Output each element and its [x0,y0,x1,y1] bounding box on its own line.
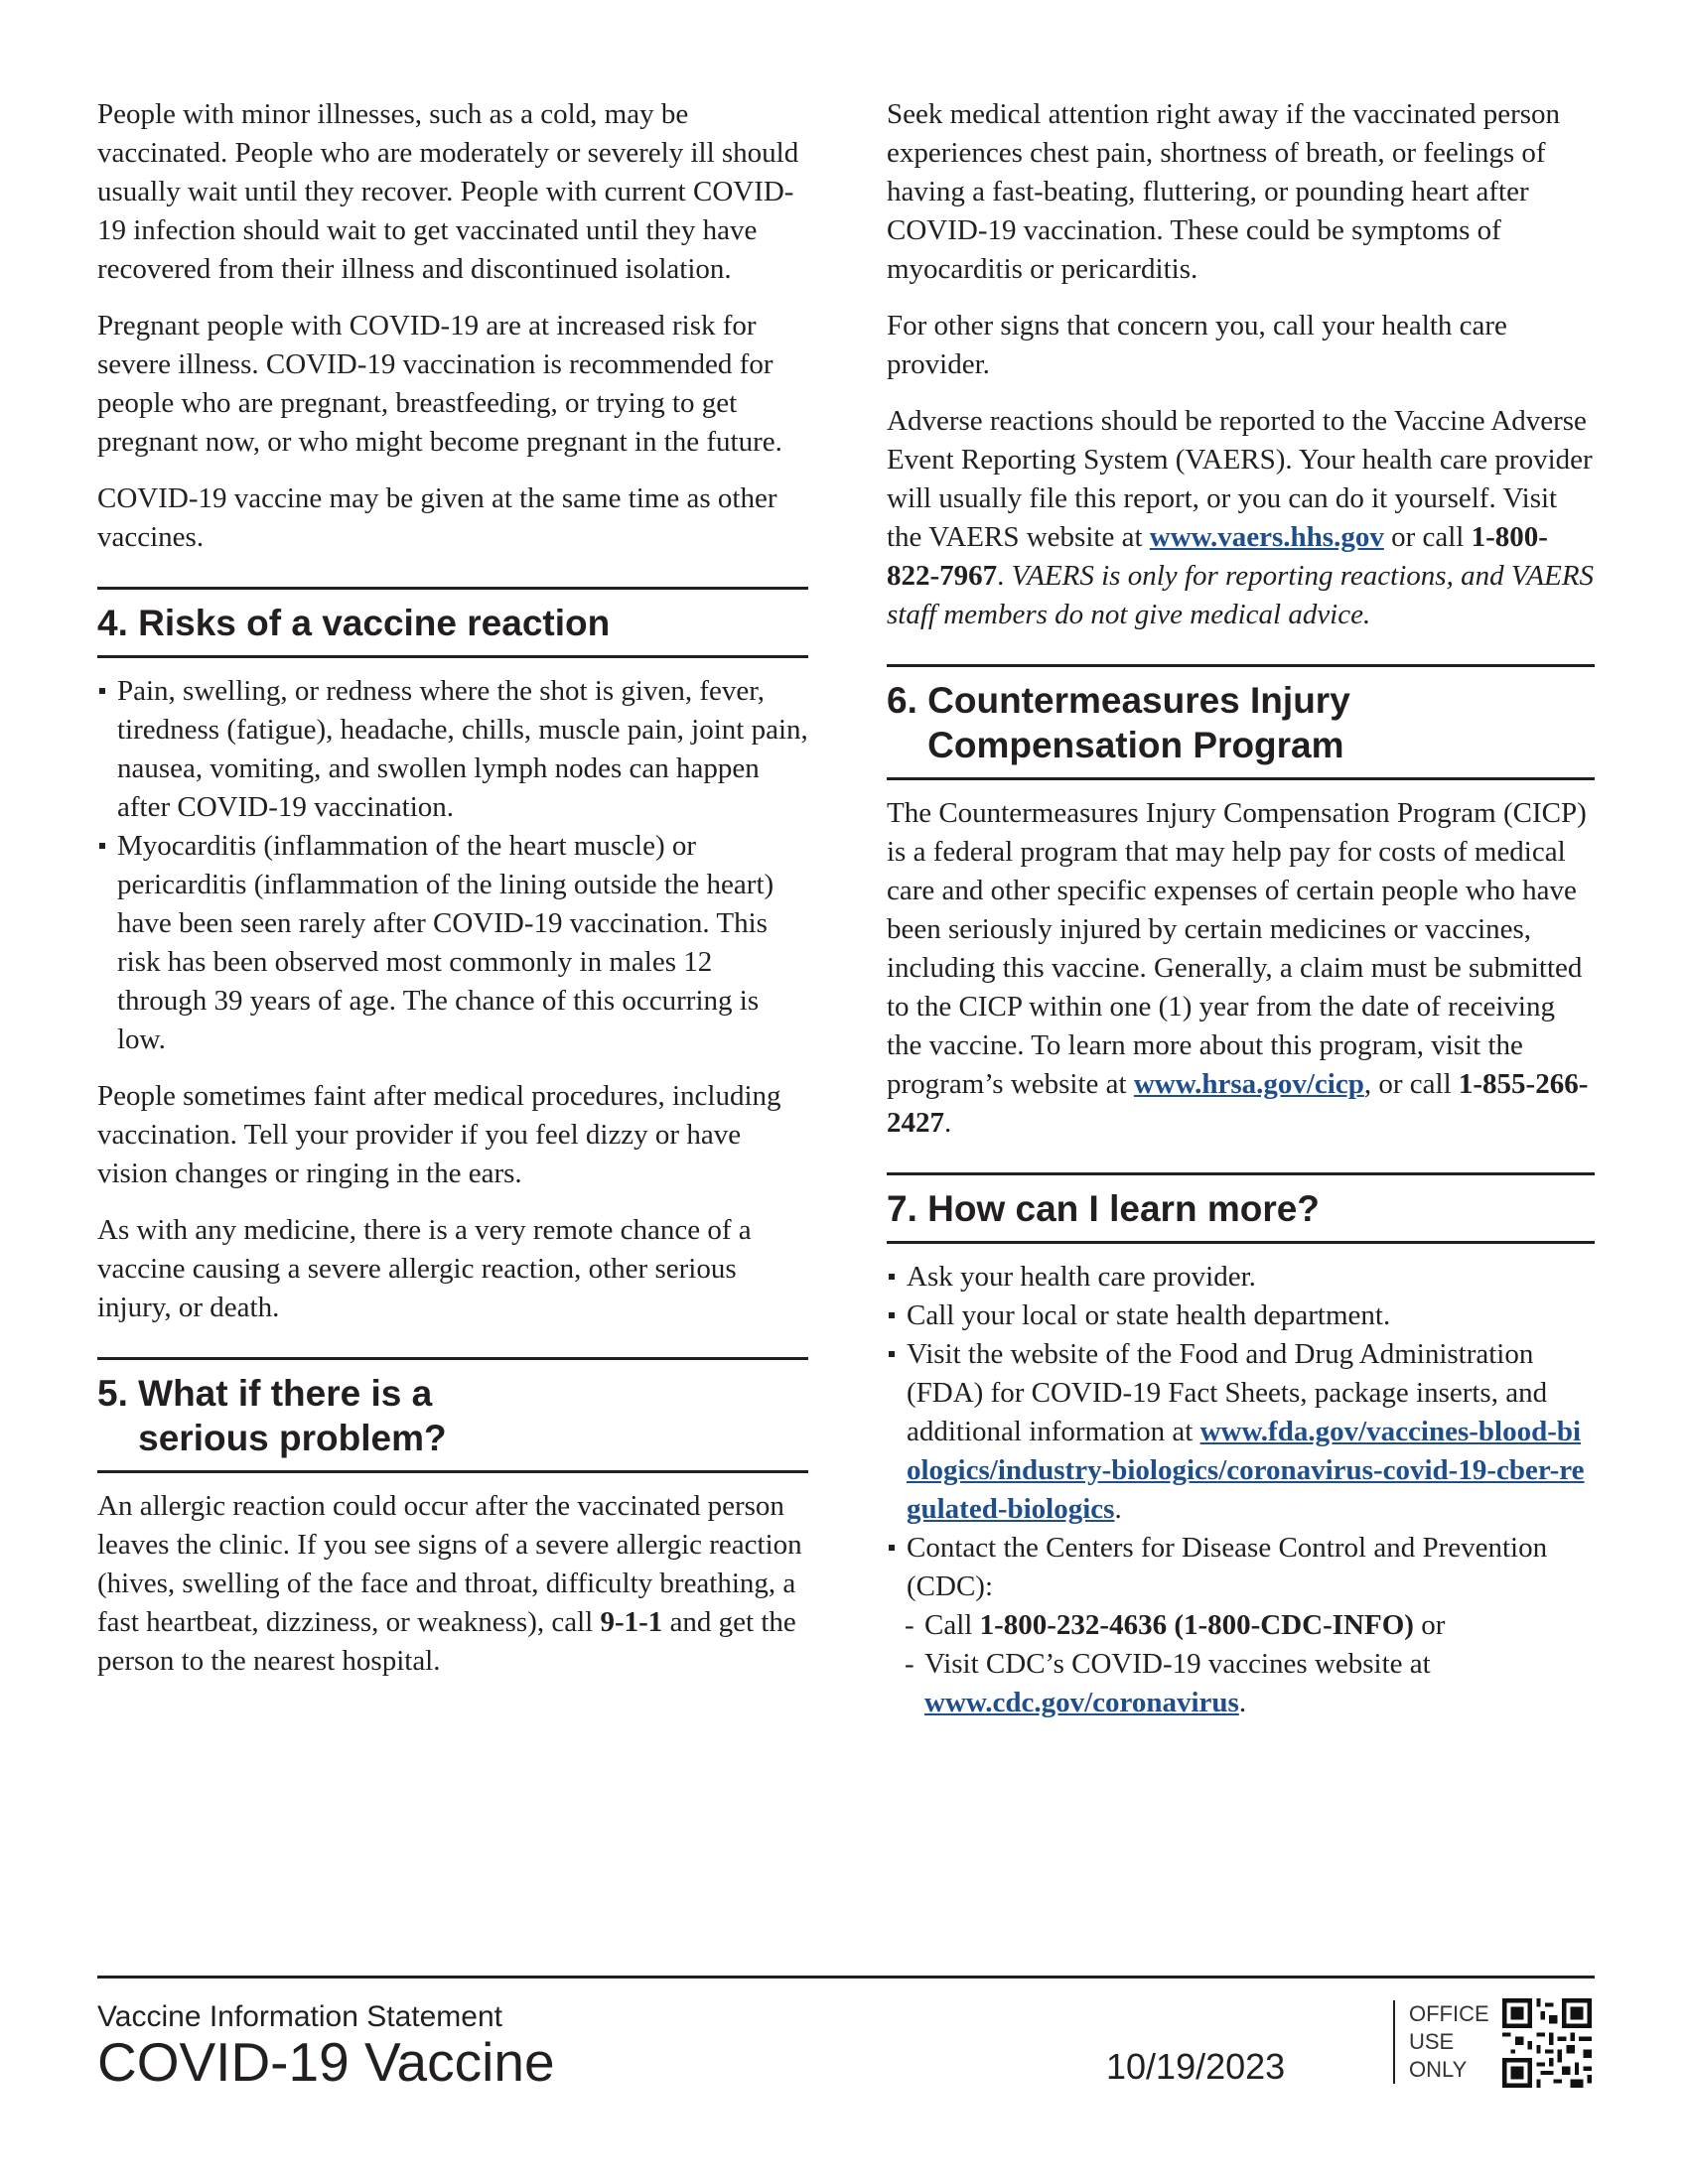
paragraph-vaers: Adverse reactions should be reported to the Vaccine Adverse Event Reporting System (VAERS). Your health care provider will usually file this report, or you can do it yourself. Visit the VAERS website at www.vaers.hhs.gov or call 1-800-822-7967. VAERS is only for reporting reactions, and VAERS staff members do not give medical advice. [887,405,1595,630]
list-item: Call your local or state health department. [887,1297,1595,1335]
list-item: Ask your health care provider. [887,1258,1595,1297]
section-4-number: 4. [97,603,139,643]
section-5-title: What if there is a serious problem? [138,1373,447,1458]
section-5-number: 5. [97,1373,139,1414]
fda-link[interactable]: www.fda.gov/vaccines-blood-biologics/industry-biologics/coronavirus-covid-19-cber-regulated-biologics [907,1416,1585,1525]
vaers-note: VAERS is only for reporting reactions, and VAERS staff members do not give medical advice. [887,560,1595,630]
office-use-only: OFFICE USE ONLY [1393,2000,1489,2084]
footer-label: Vaccine Information Statement [97,2000,502,2033]
section-7-number: 7. [887,1188,928,1229]
paragraph-remote-chance: As with any medicine, there is a very remote chance of a vaccine causing a severe allergic reaction, other serious injury, or death. [97,1214,752,1323]
qr-code-icon [1502,1998,1592,2088]
section-4-title: Risks of a vaccine reaction [138,603,611,643]
paragraph-other-signs: For other signs that concern you, call your health care provider. [887,310,1507,380]
cicp-phone: 1-855-266-2427 [887,1068,1589,1139]
paragraph-same-time: COVID-19 vaccine may be given at the same time as other vaccines. [97,482,777,553]
cdc-link[interactable]: www.cdc.gov/coronavirus [924,1687,1239,1718]
paragraph-seek-attention: Seek medical attention right away if the vaccinated person experiences chest pain, shortness of breath, or feelings of having a fast-beating, fluttering, or pounding heart after COVID-19 vaccination. These could be symptoms of myocarditis or pericarditis. [887,98,1561,285]
paragraph-faint: People sometimes faint after medical procedures, including vaccination. Tell your provider if you feel dizzy or have vision changes or ringing in the ears. [97,1080,781,1189]
vaers-phone: 1-800-822-7967 [887,521,1548,592]
section-6-title: Countermeasures Injury Compensation Program [927,680,1350,765]
section-6-number: 6. [887,680,928,721]
left-column [97,95,808,1699]
section-7-heading [887,1172,1595,1244]
section-6 [887,664,1595,1143]
section-4-heading [97,587,808,658]
vaers-link[interactable]: www.vaers.hhs.gov [1149,521,1384,553]
section-7 [887,1172,1595,1722]
cdc-sub-list [887,1606,1595,1722]
emergency-number: 9-1-1 [600,1606,663,1638]
list-item: Pain, swelling, or redness where the shot is given, fever, tiredness (fatigue), headache, chills, muscle pain, joint pain, nausea, vomiting, and swollen lymph nodes can happen after COVID-19 vaccination. [97,672,808,827]
section-5 [97,1357,808,1681]
paragraph-cicp: The Countermeasures Injury Compensation Program (CICP) is a federal program that may help pay for costs of medical care and other specific expenses of certain people who have been seriously injured by certain medicines or vaccines, including this vaccine. Generally, a claim must be submitted to the CICP within one (1) year from the date of receiving the vaccine. To learn more about this program, visit the program’s website at www.hrsa.gov/cicp, or call 1-855-266-2427. [887,797,1589,1139]
footer-title: COVID-19 Vaccine [97,2031,555,2093]
section-7-title: How can I learn more? [927,1188,1320,1229]
paragraph-minor-illness: People with minor illnesses, such as a cold, may be vaccinated. People who are moderately or severely ill should usually wait until they recover. People with current COVID-19 infection should wait to get vaccinated until they have recovered from their illness and discontinued isolation. [97,98,799,285]
cdc-phone: 1-800-232-4636 (1-800-CDC-INFO) [979,1609,1414,1641]
section-4 [97,587,808,1327]
risk-list [97,672,808,1059]
right-column [887,95,1595,1740]
footer [97,1976,1595,2098]
paragraph-pregnancy: Pregnant people with COVID-19 are at increased risk for severe illness. COVID-19 vaccination is recommended for people who are pregnant, breastfeeding, or trying to get pregnant now, or who might become pregnant in the future. [97,310,782,458]
paragraph-allergic-reaction: An allergic reaction could occur after the vaccinated person leaves the clinic. If you see signs of a severe allergic reaction (hives, swelling of the face and throat, difficulty breathing, a fast heartbeat, dizziness, or weakness), call 9-1-1 and get the person to the nearest hospital. [97,1490,802,1677]
section-6-heading [887,664,1595,780]
list-item: - Visit CDC’s COVID-19 vaccines website at www.cdc.gov/coronavirus. [887,1645,1595,1722]
list-item: - Call 1-800-232-4636 (1-800-CDC-INFO) or [887,1606,1595,1645]
list-item: Contact the Centers for Disease Control and Prevention (CDC): [887,1529,1595,1606]
cicp-link[interactable]: www.hrsa.gov/cicp [1133,1068,1364,1100]
learn-more-list [887,1258,1595,1606]
section-5-heading [97,1357,808,1473]
list-item: Myocarditis (inflammation of the heart muscle) or pericarditis (inflammation of the lining outside the heart) have been seen rarely after COVID-19 vaccination. This risk has been observed most commonly in males 12 through 39 years of age. The chance of this occurring is low. [97,827,808,1059]
footer-date: 10/19/2023 [1106,2046,1286,2087]
list-item: Visit the website of the Food and Drug Administration (FDA) for COVID-19 Fact Sheets, package inserts, and additional information at www.fda.gov/vaccines-blood-biologics/industry-biologics/coronavirus-covid-19-cber-regulated-biologics. [887,1335,1595,1529]
